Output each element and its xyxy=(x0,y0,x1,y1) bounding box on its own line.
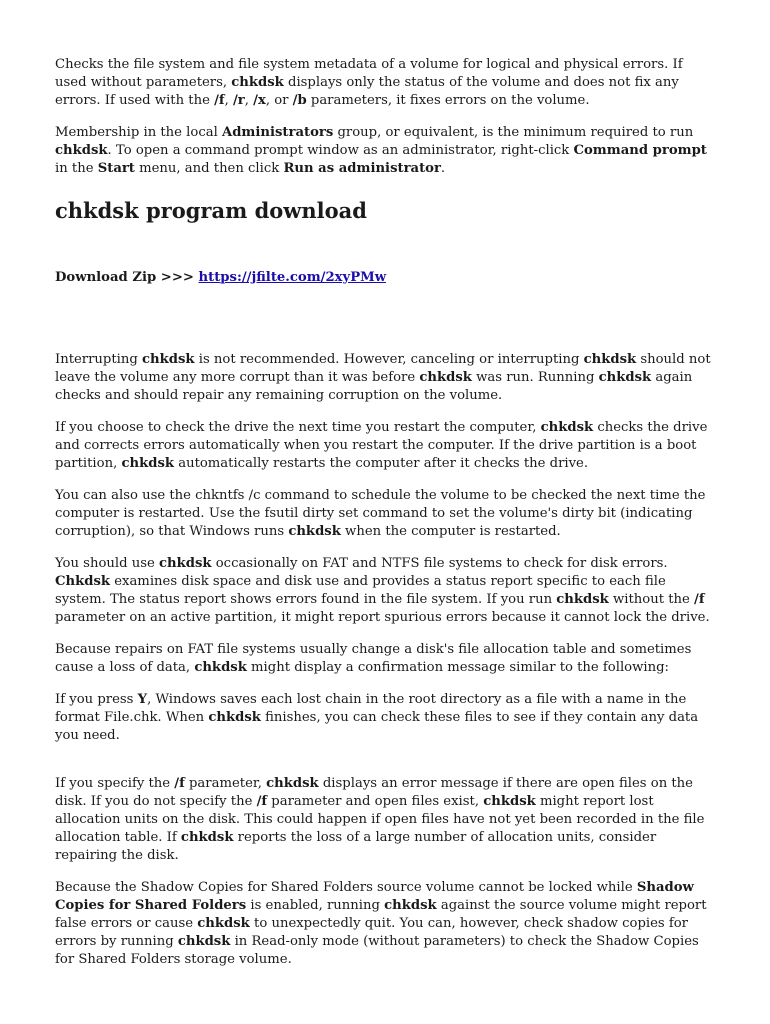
paragraph-chkntfs: You can also use the chkntfs /c command to schedule the volume to be checked the next time the computer is restarted. Use the fsutil dirty set command to set the volume's dirty bit (indicating corruption), so that Windows runs chkdsk when the computer is restarted. xyxy=(55,488,706,539)
paragraph-f-parameter: If you specify the /f parameter, chkdsk displays an error message if there are open files on the disk. If you do not specify the /f parameter and open files exist, chkdsk might report lost allocation units on the disk. This could happen if open files have not yet been recorded in the file allocation table. If chkdsk reports the loss of a large number of allocation units, consider repairing the disk. xyxy=(55,776,705,863)
paragraph-chkdsk-overview: Checks the file system and file system metadata of a volume for logical and physical errors. If used without parameters, chkdsk displays only the status of the volume and does not fix any errors. If used with the /f, /r, /x, or /b parameters, it fixes errors on the volume. xyxy=(55,57,683,108)
paragraph-administrators: Membership in the local Administrators group, or equivalent, is the minimum required to run chkdsk. To open a command prompt window as an administrator, right-click Command prompt in the Start menu, and then click Run as administrator. xyxy=(55,125,707,176)
download-label: Download Zip >>> xyxy=(55,270,199,285)
paragraph-fat-ntfs: You should use chkdsk occasionally on FAT and NTFS file systems to check for disk errors. Chkdsk examines disk space and disk use and provides a status report specific to each file system. The status report shows errors found in the file system. If you run chkdsk without the /f parameter on an active partition, it might report spurious errors because it cannot lock the drive. xyxy=(55,556,710,625)
paragraph-restart-check: If you choose to check the drive the next time you restart the computer, chkdsk checks the drive and corrects errors automatically when you restart the computer. If the drive partition is a boot partition, chkdsk automatically restarts the computer after it checks the drive. xyxy=(55,420,708,471)
paragraph-fat-repairs: Because repairs on FAT file systems usually change a disk's file allocation table and sometimes cause a loss of data, chkdsk might display a confirmation message similar to the following: xyxy=(55,642,692,675)
download-link[interactable]: https://jfilte.com/2xyPMw xyxy=(198,270,387,285)
page-heading: chkdsk program download xyxy=(55,198,367,223)
download-line xyxy=(55,269,715,287)
paragraph-press-y: If you press Y, Windows saves each lost chain in the root directory as a file with a name in the format File.chk. When chkdsk finishes, you can check these files to see if they contain any data you need. xyxy=(55,692,699,743)
paragraph-shadow-copies: Because the Shadow Copies for Shared Folders source volume cannot be locked while Shadow Copies for Shared Folders is enabled, running chkdsk against the source volume might report false errors or cause chkdsk to unexpectedly quit. You can, however, check shadow copies for errors by running chkdsk in Read-only mode (without parameters) to check the Shadow Copies for Shared Folders storage volume. xyxy=(55,880,707,967)
paragraph-interrupting: Interrupting chkdsk is not recommended. However, canceling or interrupting chkdsk should not leave the volume any more corrupt than it was before chkdsk was run. Running chkdsk again checks and should repair any remaining corruption on the volume. xyxy=(55,352,711,403)
